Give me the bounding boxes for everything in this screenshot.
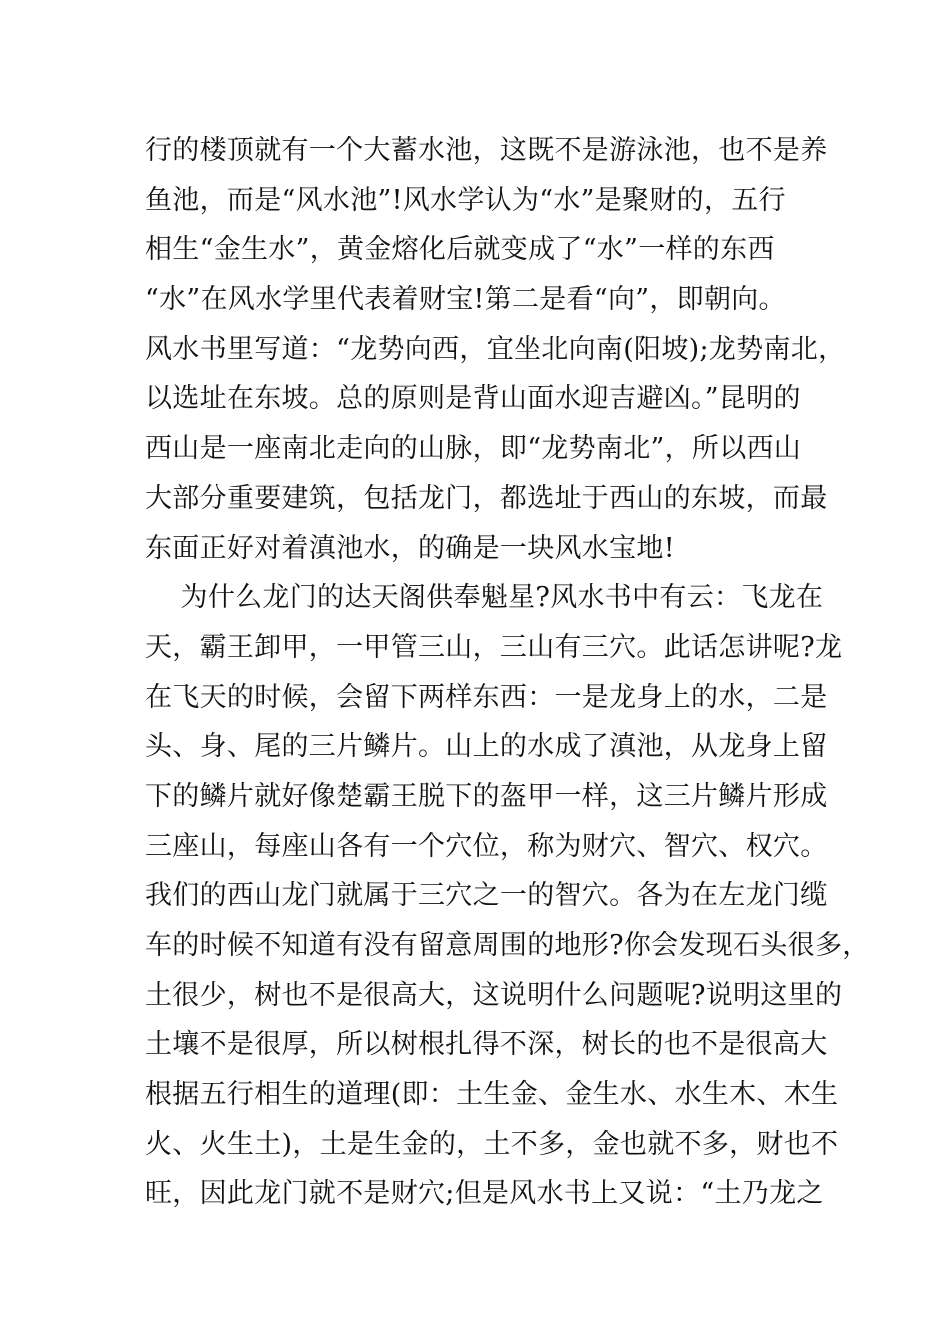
text-line: 我们的西山龙门就属于三穴之一的智穴。各为在左龙门缆 [145, 880, 828, 912]
text-line: 东面正好对着滇池水，的确是一块风水宝地! [145, 532, 675, 564]
text-line: “水”在风水学里代表着财宝!第二是看“向”，即朝向。 [145, 284, 786, 316]
text-line: 在飞天的时候，会留下两样东西：一是龙身上的水，二是 [145, 681, 828, 713]
text-line: 头、身、尾的三片鳞片。山上的水成了滇池，从龙身上留 [145, 731, 828, 763]
text-line: 天，霸王卸甲，一甲管三山，三山有三穴。此话怎讲呢?龙 [145, 631, 843, 663]
text-line: 大部分重要建筑，包括龙门，都选址于西山的东坡，而最 [145, 482, 828, 514]
text-line: 西山是一座南北走向的山脉，即“龙势南北”，所以西山 [145, 433, 802, 465]
text-line: 以选址在东坡。总的原则是背山面水迎吉避凶。”昆明的 [145, 383, 801, 415]
text-line: 火、火生土)，土是生金的，土不多，金也就不多，财也不 [145, 1128, 839, 1160]
text-line: 风水书里写道：“龙势向西，宜坐北向南(阳坡);龙势南北， [145, 333, 846, 365]
text-line: 行的楼顶就有一个大蓄水池，这既不是游泳池，也不是养 [145, 135, 828, 166]
text-line: 根据五行相生的道理(即：土生金、金生水、水生木、木生 [145, 1079, 839, 1111]
text-line: 土壤不是很厚，所以树根扎得不深，树长的也不是很高大 [145, 1029, 828, 1061]
text-line: 相生“金生水”，黄金熔化后就变成了“水”一样的东西 [145, 234, 775, 266]
text-line: 车的时候不知道有没有留意周围的地形?你会发现石头很多， [145, 930, 870, 961]
text-line: 三座山，每座山各有一个穴位，称为财穴、智穴、权穴。 [145, 830, 828, 862]
text-line: 鱼池，而是“风水池”!风水学认为“水”是聚财的，五行 [145, 184, 786, 216]
paragraph-start-line: 为什么龙门的达天阁供奉魁星?风水书中有云：飞龙在 [145, 582, 824, 614]
body-text [145, 126, 870, 1219]
text-line: 土很少，树也不是很高大，这说明什么问题呢?说明这里的 [145, 979, 843, 1011]
text-line: 旺，因此龙门就不是财穴;但是风水书上又说：“土乃龙之 [145, 1178, 824, 1210]
text-line: 下的鳞片就好像楚霸王脱下的盔甲一样，这三片鳞片形成 [145, 780, 828, 812]
